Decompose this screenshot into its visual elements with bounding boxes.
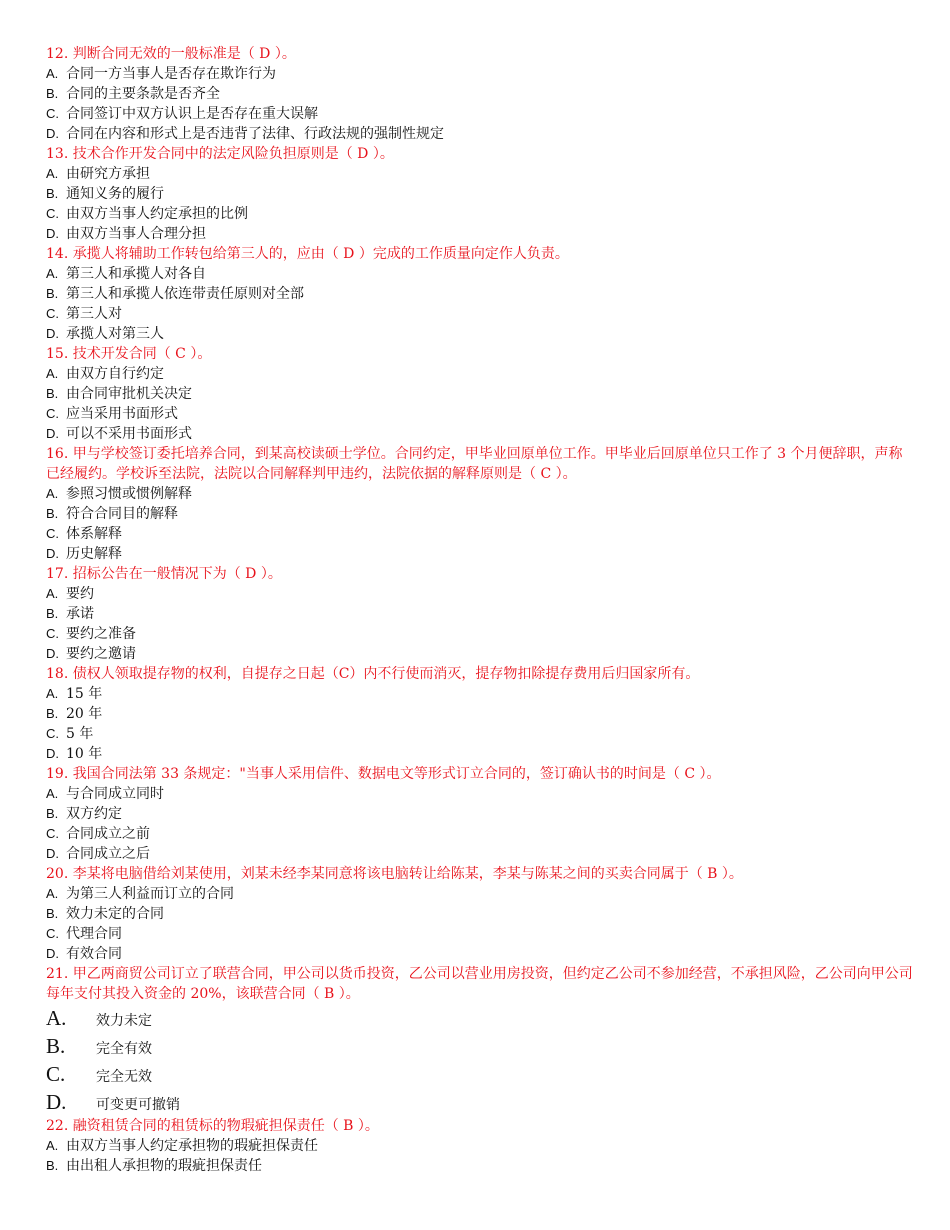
option-letter: D. xyxy=(46,746,59,761)
option-letter: D. xyxy=(46,326,59,341)
question-stem-14: 14. 承揽人将辅助工作转包给第三人的，应由（ D ）完成的工作质量向定作人负责。 xyxy=(46,246,569,262)
option-letter: D. xyxy=(46,946,59,961)
option-text: 合同在内容和形式上是否违背了法律、行政法规的强制性规定 xyxy=(66,126,444,142)
option-text: 承揽人对第三人 xyxy=(66,326,164,342)
option-text: 符合合同目的解释 xyxy=(66,506,178,522)
option-letter: B. xyxy=(46,186,59,201)
option-letter: D. xyxy=(46,846,59,861)
option-19-c xyxy=(46,824,916,844)
option-text: 合同的主要条款是否齐全 xyxy=(66,86,220,102)
question-stem-16: 16. 甲与学校签订委托培养合同，到某高校读硕士学位。合同约定，甲毕业回原单位工作。甲毕业后回原单位只工作了 3 个月便辞职，声称已经履约。学校诉至法院，法院以合同解释判甲违约，法院依据的解释原则是（ C ）。 xyxy=(46,446,903,482)
option-text: 由双方当事人合理分担 xyxy=(66,226,206,242)
option-text: 承诺 xyxy=(66,606,94,622)
option-text: 由双方当事人约定承担物的瑕疵担保责任 xyxy=(66,1138,318,1154)
option-21-c xyxy=(46,1060,916,1088)
option-text: 由双方自行约定 xyxy=(66,366,164,382)
option-16-d xyxy=(46,544,916,564)
question-stem-21: 21. 甲乙两商贸公司订立了联营合同，甲公司以货币投资，乙公司以营业用房投资，但约定乙公司不参加经营，不承担风险，乙公司向甲公司每年支付其投入资金的 20%，该联营合同（ B ）。 xyxy=(46,966,913,1002)
question-stem-18: 18. 债权人领取提存物的权利，自提存之日起（C）内不行使而消灭，提存物扣除提存费用后归国家所有。 xyxy=(46,666,700,682)
option-20-b xyxy=(46,904,916,924)
option-18-b xyxy=(46,704,916,724)
option-text: 通知义务的履行 xyxy=(66,186,164,202)
option-letter: B. xyxy=(46,386,59,401)
option-letter: C. xyxy=(46,726,59,741)
option-17-d xyxy=(46,644,916,664)
option-text: 第三人和承揽人对各自 xyxy=(66,266,206,282)
question-stem-17: 17. 招标公告在一般情况下为（ D ）。 xyxy=(46,566,282,582)
option-letter: B. xyxy=(46,606,59,621)
option-13-d xyxy=(46,224,916,244)
option-text: 参照习惯或惯例解释 xyxy=(66,486,192,502)
option-letter: D. xyxy=(46,646,59,661)
option-16-c xyxy=(46,524,916,544)
option-text: 第三人和承揽人依连带责任原则对全部 xyxy=(66,286,304,302)
option-letter: A. xyxy=(46,886,59,901)
option-12-a xyxy=(46,64,916,84)
option-letter: C. xyxy=(46,626,59,641)
option-letter: A. xyxy=(46,1138,59,1153)
option-15-b xyxy=(46,384,916,404)
option-18-a xyxy=(46,684,916,704)
option-text: 15 年 xyxy=(66,686,103,702)
option-letter: C. xyxy=(46,106,59,121)
option-letter: B. xyxy=(46,906,59,921)
option-text: 可变更可撤销 xyxy=(96,1097,180,1113)
option-letter: C. xyxy=(46,926,59,941)
option-16-b xyxy=(46,504,916,524)
option-text: 要约之邀请 xyxy=(66,646,136,662)
option-text: 双方约定 xyxy=(66,806,122,822)
option-letter: C. xyxy=(46,306,59,321)
option-text: 历史解释 xyxy=(66,546,122,562)
option-20-a xyxy=(46,884,916,904)
option-text: 第三人对 xyxy=(66,306,122,322)
option-15-a xyxy=(46,364,916,384)
option-letter: B. xyxy=(46,706,59,721)
option-text: 10 年 xyxy=(66,746,103,762)
option-letter: D. xyxy=(46,426,59,441)
option-letter: B. xyxy=(46,806,59,821)
option-text: 要约 xyxy=(66,586,94,602)
option-text: 有效合同 xyxy=(66,946,122,962)
option-18-d xyxy=(46,744,916,764)
option-text: 由出租人承担物的瑕疵担保责任 xyxy=(66,1158,262,1174)
option-17-b xyxy=(46,604,916,624)
option-letter: A. xyxy=(46,266,59,281)
question-stem-13: 13. 技术合作开发合同中的法定风险负担原则是（ D ）。 xyxy=(46,146,394,162)
option-22-a xyxy=(46,1136,916,1156)
option-22-b xyxy=(46,1156,916,1176)
option-letter: C. xyxy=(46,206,59,221)
option-letter: B. xyxy=(46,1034,66,1058)
option-13-b xyxy=(46,184,916,204)
document-page xyxy=(46,44,916,1176)
option-letter: D. xyxy=(46,126,59,141)
option-letter: C. xyxy=(46,1062,66,1086)
question-stem-19: 19. 我国合同法第 33 条规定："当事人采用信件、数据电文等形式订立合同的，签订确认书的时间是（ C ）。 xyxy=(46,766,721,782)
option-21-a xyxy=(46,1004,916,1032)
option-letter: D. xyxy=(46,1090,67,1114)
option-text: 效力未定的合同 xyxy=(66,906,164,922)
option-letter: A. xyxy=(46,786,59,801)
option-letter: D. xyxy=(46,226,59,241)
option-20-d xyxy=(46,944,916,964)
question-stem-15: 15. 技术开发合同（ C ）。 xyxy=(46,346,212,362)
option-letter: A. xyxy=(46,166,59,181)
option-text: 由合同审批机关决定 xyxy=(66,386,192,402)
option-letter: A. xyxy=(46,366,59,381)
option-21-b xyxy=(46,1032,916,1060)
option-15-c xyxy=(46,404,916,424)
option-letter: B. xyxy=(46,286,59,301)
option-14-a xyxy=(46,264,916,284)
option-letter: C. xyxy=(46,826,59,841)
option-13-a xyxy=(46,164,916,184)
option-letter: B. xyxy=(46,506,59,521)
option-text: 应当采用书面形式 xyxy=(66,406,178,422)
option-text: 合同一方当事人是否存在欺诈行为 xyxy=(66,66,276,82)
option-17-c xyxy=(46,624,916,644)
option-18-c xyxy=(46,724,916,744)
option-21-d xyxy=(46,1088,916,1116)
option-text: 合同成立之后 xyxy=(66,846,150,862)
option-12-b xyxy=(46,84,916,104)
option-text: 效力未定 xyxy=(96,1013,152,1029)
option-letter: A. xyxy=(46,686,59,701)
option-20-c xyxy=(46,924,916,944)
option-14-d xyxy=(46,324,916,344)
option-text: 由双方当事人约定承担的比例 xyxy=(66,206,248,222)
option-16-a xyxy=(46,484,916,504)
option-letter: A. xyxy=(46,486,59,501)
option-text: 完全无效 xyxy=(96,1069,152,1085)
option-17-a xyxy=(46,584,916,604)
question-stem-22: 22. 融资租赁合同的租赁标的物瑕疵担保责任（ B ）。 xyxy=(46,1118,379,1134)
option-text: 20 年 xyxy=(66,706,103,722)
option-text: 为第三人利益而订立的合同 xyxy=(66,886,234,902)
option-text: 5 年 xyxy=(66,726,94,742)
option-13-c xyxy=(46,204,916,224)
option-letter: D. xyxy=(46,546,59,561)
option-text: 合同签订中双方认识上是否存在重大误解 xyxy=(66,106,318,122)
option-text: 体系解释 xyxy=(66,526,122,542)
question-stem-20: 20. 李某将电脑借给刘某使用，刘某未经李某同意将该电脑转让给陈某，李某与陈某之间的买卖合同属于（ B ）。 xyxy=(46,866,743,882)
option-text: 代理合同 xyxy=(66,926,122,942)
option-letter: A. xyxy=(46,66,59,81)
option-letter: A. xyxy=(46,1006,67,1030)
option-15-d xyxy=(46,424,916,444)
option-14-c xyxy=(46,304,916,324)
option-text: 与合同成立同时 xyxy=(66,786,164,802)
option-14-b xyxy=(46,284,916,304)
option-letter: A. xyxy=(46,586,59,601)
option-letter: B. xyxy=(46,86,59,101)
option-text: 合同成立之前 xyxy=(66,826,150,842)
option-19-a xyxy=(46,784,916,804)
option-19-d xyxy=(46,844,916,864)
option-letter: C. xyxy=(46,526,59,541)
question-stem-12: 12. 判断合同无效的一般标准是（ D ）。 xyxy=(46,46,296,62)
option-12-d xyxy=(46,124,916,144)
option-letter: B. xyxy=(46,1158,59,1173)
option-text: 由研究方承担 xyxy=(66,166,150,182)
option-text: 可以不采用书面形式 xyxy=(66,426,192,442)
option-letter: C. xyxy=(46,406,59,421)
option-text: 完全有效 xyxy=(96,1041,152,1057)
option-19-b xyxy=(46,804,916,824)
option-12-c xyxy=(46,104,916,124)
option-text: 要约之准备 xyxy=(66,626,136,642)
